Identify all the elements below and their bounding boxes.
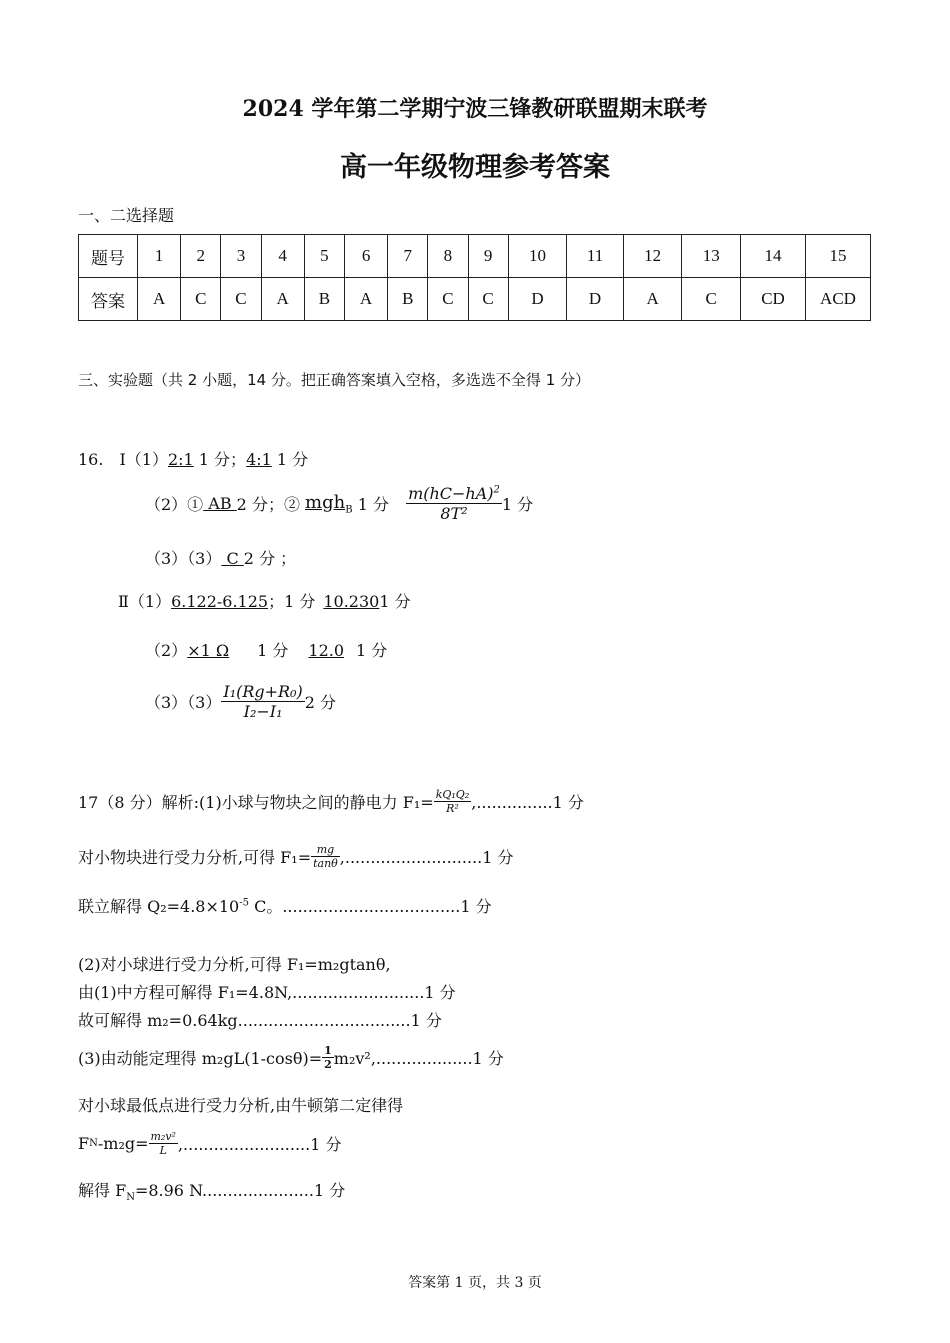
q16-l2-frac-den: 8T² — [440, 504, 468, 523]
q16-l4-answer-2: 10.230 — [323, 592, 380, 611]
q16-l2-frac-num-text: m(hC−hA) — [408, 484, 494, 503]
q17-l1-frac-num: kQ₁Q₂ — [435, 788, 470, 801]
q17-l3-dots: C。...................................1 分 — [249, 897, 492, 916]
q17-l2-fraction — [311, 843, 340, 870]
answer-cell: C — [468, 278, 508, 321]
q16-l2-frac-sup: 2 — [493, 484, 500, 496]
q16-l5-answer-1: ×1 Ω — [187, 641, 230, 660]
q16-line-5 — [145, 638, 387, 661]
question-number: 11 — [567, 235, 624, 278]
q17-l1-text: 17（8 分）解析:(1)小球与物块之间的静电力 F₁= — [78, 793, 434, 812]
q16-l1-mark-1: 1 分； — [193, 450, 247, 469]
q17-line-5: 由(1)中方程可解得 F₁=4.8N,..........................1 分 — [78, 983, 456, 1002]
table-answer-label: 答案 — [79, 278, 138, 321]
q17-l9-frac-den: L — [159, 1144, 167, 1157]
q17-l9-sub: N — [89, 1138, 98, 1149]
q17-l10-dots: =8.96 N......................1 分 — [134, 1181, 346, 1200]
question-number: 2 — [181, 235, 221, 278]
q16-l1-mark-2: 1 分 — [271, 450, 309, 469]
q16-l2-answer-1: AB — [203, 494, 237, 513]
q17-l7-frac-num: 1 — [324, 1044, 332, 1057]
q16-l4-mark-2: 1 分 — [379, 592, 411, 611]
q16-l1-answer-1: 2:1 — [167, 450, 194, 469]
q16-l2-answer-2-sub: B — [345, 504, 353, 516]
q17-l1-frac-den: R² — [446, 802, 459, 815]
q17-l9-fraction — [149, 1130, 178, 1157]
answer-cell: B — [388, 278, 428, 321]
q17-line-10 — [78, 1178, 345, 1203]
q16-l2-answer-2 — [305, 491, 353, 516]
answer-cell: D — [508, 278, 567, 321]
q17-line-1 — [78, 788, 584, 815]
q16-l6-prefix: （3）（3） — [145, 693, 222, 712]
q16-l6-frac-den: I₂−I₁ — [243, 702, 283, 721]
question-number: 6 — [344, 235, 387, 278]
page-footer: 答案第 1 页，共 3 页 — [408, 1275, 542, 1291]
q16-l6-fraction — [221, 682, 304, 721]
q17-l1-fraction — [434, 788, 472, 815]
q17-line-9 — [78, 1130, 341, 1157]
answer-cell: C — [221, 278, 261, 321]
q16-l2-answer-2-main: mgh — [305, 491, 346, 513]
q16-line-3 — [145, 546, 296, 569]
q16-l1-prefix: 16. Ⅰ（1） — [78, 450, 168, 469]
q16-l2-mark-2: 1 分 — [357, 495, 389, 514]
question-number: 12 — [623, 235, 682, 278]
question-number: 10 — [508, 235, 567, 278]
q17-l9-dots: ,.........................1 分 — [177, 1135, 342, 1154]
q17-l7-text: (3)由动能定理得 m₂gL(1-cosθ)= — [78, 1049, 323, 1068]
table-header-label: 题号 — [79, 235, 138, 278]
answer-cell: C — [682, 278, 741, 321]
q16-line-1 — [78, 447, 308, 470]
q16-l3-prefix: （3）（3） — [145, 549, 222, 568]
q17-l3-text: 联立解得 Q₂=4.8×10 — [78, 897, 240, 916]
q16-l4-mark-1: ；1 分 — [268, 592, 316, 611]
q17-line-7 — [78, 1044, 504, 1071]
answer-cell: A — [138, 278, 181, 321]
q17-line-2 — [78, 843, 513, 870]
q17-l2-frac-den: tanθ — [313, 857, 338, 870]
q16-l5-prefix: （2） — [145, 641, 188, 660]
q17-l7-fraction — [322, 1044, 334, 1071]
question-number: 3 — [221, 235, 261, 278]
section-choice-heading: 一、二选择题 — [78, 206, 175, 225]
question-number: 4 — [261, 235, 304, 278]
page-subtitle: 高一年级物理参考答案 — [340, 152, 610, 183]
q17-l2-frac-num: mg — [311, 843, 340, 857]
q17-l1-dots: ,...............1 分 — [471, 793, 584, 812]
q17-l7-tail: m₂v²,...................1 分 — [333, 1049, 504, 1068]
q17-line-6: 故可解得 m₂=0.64kg..................................1 分 — [78, 1011, 442, 1030]
question-number: 13 — [682, 235, 741, 278]
q16-l6-frac-num: I₁(Rg+R₀) — [223, 682, 303, 701]
q16-l4-answer-1: 6.122-6.125 — [171, 592, 269, 611]
q16-l2-frac-num — [406, 484, 502, 504]
q17-l7-frac-den: 2 — [324, 1058, 332, 1071]
q17-l2-dots: ,...........................1 分 — [339, 848, 514, 867]
q16-l6-mark-1: 2 分 — [304, 693, 337, 712]
q17-l10-sub: N — [126, 1192, 135, 1204]
page-title: 2024 学年第二学期宁波三锋教研联盟期末联考 — [242, 96, 708, 122]
answer-cell: C — [181, 278, 221, 321]
q16-line-2 — [145, 484, 533, 523]
table-answer-row — [79, 278, 871, 321]
q17-l9-frac-num: m₂v² — [150, 1130, 176, 1143]
q16-l4-prefix: Ⅱ（1） — [118, 592, 172, 611]
q16-l3-mark-1: 2 分 ； — [243, 549, 297, 568]
q16-l2-prefix: （2）① — [145, 495, 204, 514]
q16-line-4 — [118, 589, 411, 612]
q17-line-8: 对小球最低点进行受力分析,由牛顿第二定律得 — [78, 1096, 404, 1115]
table-header-row — [79, 235, 871, 278]
answer-cell: A — [344, 278, 387, 321]
answer-cell: B — [304, 278, 344, 321]
answer-table — [78, 234, 871, 321]
question-number: 15 — [806, 235, 871, 278]
q17-line-3 — [78, 894, 492, 917]
q17-l9-text: F — [78, 1134, 90, 1153]
question-number: 1 — [138, 235, 181, 278]
q17-l9-text2: -m₂g= — [97, 1134, 149, 1153]
answer-cell: C — [428, 278, 468, 321]
answer-cell: A — [261, 278, 304, 321]
question-number: 8 — [428, 235, 468, 278]
question-number: 9 — [468, 235, 508, 278]
q16-l5-mark-1: 1 分 — [257, 641, 289, 660]
answer-cell: ACD — [806, 278, 871, 321]
q17-l3-sup: -5 — [239, 897, 249, 909]
answer-cell: A — [623, 278, 682, 321]
question-number: 5 — [304, 235, 344, 278]
answer-cell: CD — [741, 278, 806, 321]
q17-l10-text: 解得 F — [78, 1181, 127, 1200]
q17-l2-text: 对小物块进行受力分析,可得 F₁= — [78, 848, 312, 867]
answer-cell: D — [567, 278, 624, 321]
question-number: 14 — [741, 235, 806, 278]
q16-line-6 — [145, 682, 336, 721]
q16-l2-mark-1: 2 分；② — [236, 495, 300, 514]
section-experiment-heading: 三、实验题（共 2 小题，14 分。把正确答案填入空格，多选选不全得 1 分） — [78, 371, 591, 389]
q16-l5-answer-2: 12.0 — [308, 641, 345, 660]
q16-l1-answer-2: 4:1 — [246, 450, 272, 469]
q16-l2-fraction — [406, 484, 502, 523]
q16-l3-answer-1: C — [221, 549, 244, 568]
question-number: 7 — [388, 235, 428, 278]
q17-line-4: (2)对小球进行受力分析,可得 F₁=m₂gtanθ, — [78, 955, 391, 974]
q16-l2-mark-3: 1 分 — [501, 495, 534, 514]
q16-l5-mark-2: 1 分 — [356, 641, 388, 660]
